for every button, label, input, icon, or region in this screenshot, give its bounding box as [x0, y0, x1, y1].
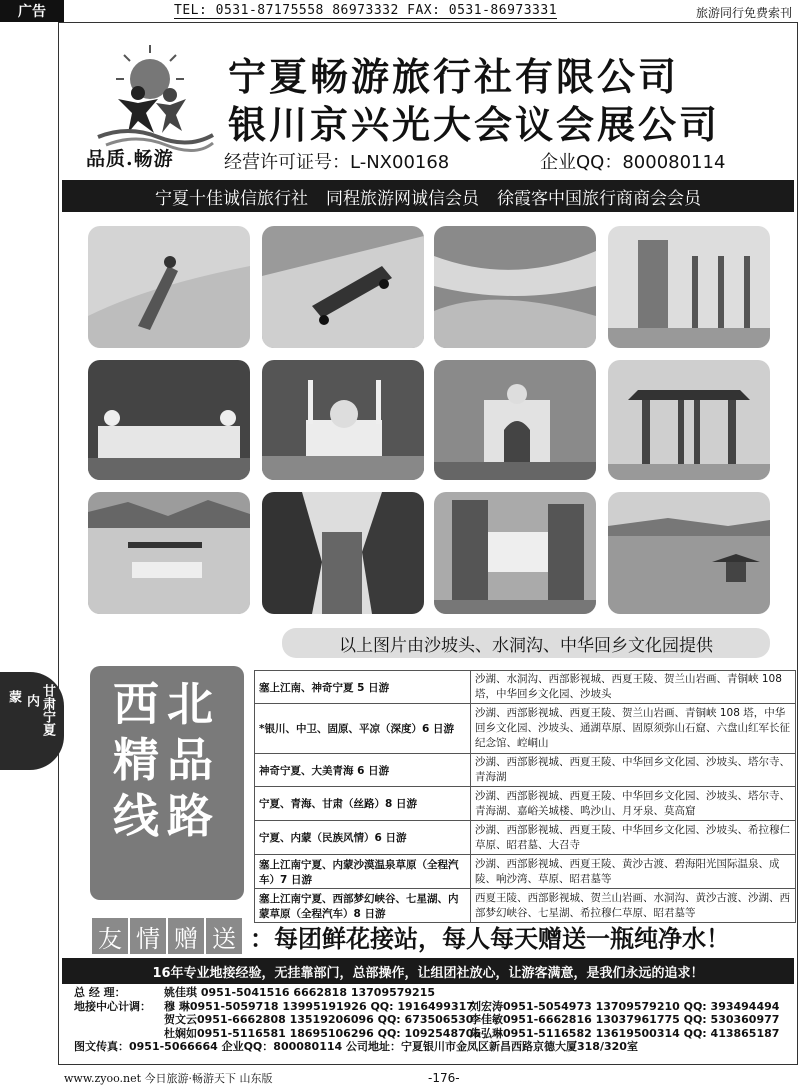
route-spots: 沙湖、水洞沟、西部影视城、西夏王陵、贺兰山岩画、青铜峡 108 塔，中华回乡文化园、沙坡头 — [471, 671, 796, 704]
route-name: *银川、中卫、固原、平凉（深度）6 日游 — [255, 704, 471, 754]
table-row — [255, 671, 796, 704]
routes-table — [254, 670, 796, 923]
region-tab — [0, 672, 64, 770]
route-name: 神奇宁夏、大美青海 6 日游 — [255, 754, 471, 787]
banner-char: 西 — [113, 677, 167, 731]
photo-yellow-river-dunes — [434, 226, 596, 348]
table-row — [255, 754, 796, 787]
company-name-primary: 宁夏畅游旅行社有限公司 — [228, 55, 680, 99]
photo-culture-park — [88, 360, 250, 480]
table-row — [255, 855, 796, 889]
route-name: 塞上江南宁夏、西部梦幻峡谷、七星湖、内蒙草原（全程汽车）8 日游 — [255, 889, 471, 923]
photo-mosque-gate — [434, 360, 596, 480]
company-header — [58, 22, 798, 178]
journal-note: 旅游同行免费索刊 — [695, 6, 792, 20]
photo-canyon — [262, 492, 424, 614]
route-name: 塞上江南宁夏、内蒙沙漠温泉草原（全程汽车）7 日游 — [255, 855, 471, 889]
banner-char: 品 — [167, 733, 221, 787]
top-bar — [0, 0, 800, 22]
logo-sun-people-icon — [88, 37, 218, 157]
route-spots: 沙湖、西部影视城、西夏王陵、中华回乡文化园、沙坡头、塔尔寺、青海湖、嘉峪关城楼、鸣沙山、月牙泉、莫高窟 — [471, 787, 796, 821]
routes-banner — [90, 666, 244, 900]
service-slogan: 16年专业地接经验，无挂靠部门，总部操作，让组团社放心，让游客满意，是我们永远的追求！ — [62, 958, 794, 984]
banner-char: 精 — [113, 733, 167, 787]
company-qq: 企业QQ：800080114 — [540, 152, 726, 173]
page-number: -176- — [428, 1070, 460, 1085]
gift-char: 送 — [206, 918, 242, 954]
contact-row — [74, 1027, 794, 1041]
photo-totem-gate — [434, 492, 596, 614]
honors-bar — [62, 180, 794, 212]
honor-item: 宁夏十佳诚信旅行社 — [155, 188, 308, 209]
footer-site: www.zyoo.net 今日旅游·畅游天下 山东版 — [64, 1071, 273, 1085]
photo-plaza-tower — [608, 226, 770, 348]
region-label: 内 — [24, 694, 39, 707]
region-label: 蒙 — [6, 690, 21, 703]
banner-char: 北 — [167, 677, 221, 731]
contact-row — [74, 1013, 794, 1027]
planner-contact: 李佳敏0951-6662816 13037961775 QQ: 530360977 — [470, 1013, 780, 1026]
contact-row — [74, 1040, 794, 1054]
contact-row — [74, 1000, 794, 1014]
planner-contact: 穆 琳0951-5059718 13995191926 QQ: 1916499317 — [164, 999, 474, 1013]
honor-item: 徐霞客中国旅行商商会会员 — [497, 188, 701, 209]
license-number: 经营许可证号：L-NX00168 — [224, 152, 450, 173]
gift-char: 情 — [130, 918, 166, 954]
photo-memorial-archway — [608, 360, 770, 480]
ad-label: 广告 — [0, 0, 64, 22]
photo-sand-sledding — [88, 226, 250, 348]
region-label: 甘肃宁夏 — [40, 684, 55, 736]
table-row — [255, 787, 796, 821]
planner-contact: 贺文云0951-6662808 13519206096 QQ: 673506530 — [164, 1013, 474, 1026]
banner-char: 线 — [113, 789, 167, 843]
honor-item: 同程旅游网诚信会员 — [326, 188, 479, 209]
route-name: 宁夏、青海、甘肃（丝路）8 日游 — [255, 787, 471, 821]
logo-slogan: 品质.畅游 — [86, 148, 174, 170]
route-spots: 沙湖、西部影视城、西夏王陵、黄沙古渡、碧海阳光国际温泉、成陵、响沙湾、草原、昭君墓等 — [471, 855, 796, 889]
company-name-secondary: 银川京兴光大会议会展公司 — [228, 103, 721, 147]
publisher-contact: TEL: 0531-87175558 86973332 FAX: 0531-86973331 — [174, 3, 558, 18]
route-name: 宁夏、内蒙（民族风情）6 日游 — [255, 821, 471, 855]
photo-mosque-blue-sky — [262, 360, 424, 480]
route-spots: 沙湖、西部影视城、西夏王陵、贺兰山岩画、青铜峡 108 塔，中华回乡文化园、沙坡头、通湖草原、固原须弥山石窟、六盘山红军长征纪念馆、崆峒山 — [471, 704, 796, 754]
photo-lake-boat — [88, 492, 250, 614]
gift-text: ：每团鲜花接站，每人每天赠送一瓶纯净水！ — [250, 924, 730, 953]
gift-char: 友 — [92, 918, 128, 954]
gift-char: 赠 — [168, 918, 204, 954]
route-name: 塞上江南、神奇宁夏 5 日游 — [255, 671, 471, 704]
manager-label: 总 经 理： — [74, 986, 126, 999]
banner-char: 路 — [167, 789, 221, 843]
route-spots: 沙湖、西部影视城、西夏王陵、中华回乡文化园、沙坡头、希拉穆仁草原、昭君墓、大召寺 — [471, 821, 796, 855]
table-row — [255, 821, 796, 855]
manager-contact: 姚佳琪 0951-5041516 6662818 13709579215 — [164, 986, 436, 999]
fax-address-line: 图文传真：0951-5066664 企业QQ：800080114 公司地址：宁夏银川市金凤区新昌西路京德大厦318/320室 — [74, 1040, 638, 1053]
route-spots: 沙湖、西部影视城、西夏王陵、中华回乡文化园、沙坡头、塔尔寺、青海湖 — [471, 754, 796, 787]
photo-river-pavilion — [608, 492, 770, 614]
table-row — [255, 704, 796, 754]
page-footer — [58, 1068, 798, 1087]
route-spots: 西夏王陵、西部影视城、贺兰山岩画、水洞沟、黄沙古渡、沙湖、西部梦幻峡谷、七星湖、希拉穆仁草原、昭君墓等 — [471, 889, 796, 923]
contact-block — [74, 986, 794, 1054]
planner-contact: 朱弘琳0951-5116582 13619500314 QQ: 413865187 — [470, 1026, 780, 1040]
planner-label: 地接中心计调： — [74, 999, 151, 1013]
gift-offer — [92, 916, 730, 956]
contact-row — [74, 986, 794, 1000]
photo-credit: 以上图片由沙坡头、水洞沟、中华回乡文化园提供 — [282, 628, 770, 658]
planner-contact: 刘宏涛0951-5054973 13709579210 QQ: 393494494 — [470, 999, 780, 1013]
planner-contact: 杜娴如0951-5116581 18695106296 QQ: 1092548705 — [164, 1026, 482, 1040]
photo-desert-vehicle — [262, 226, 424, 348]
